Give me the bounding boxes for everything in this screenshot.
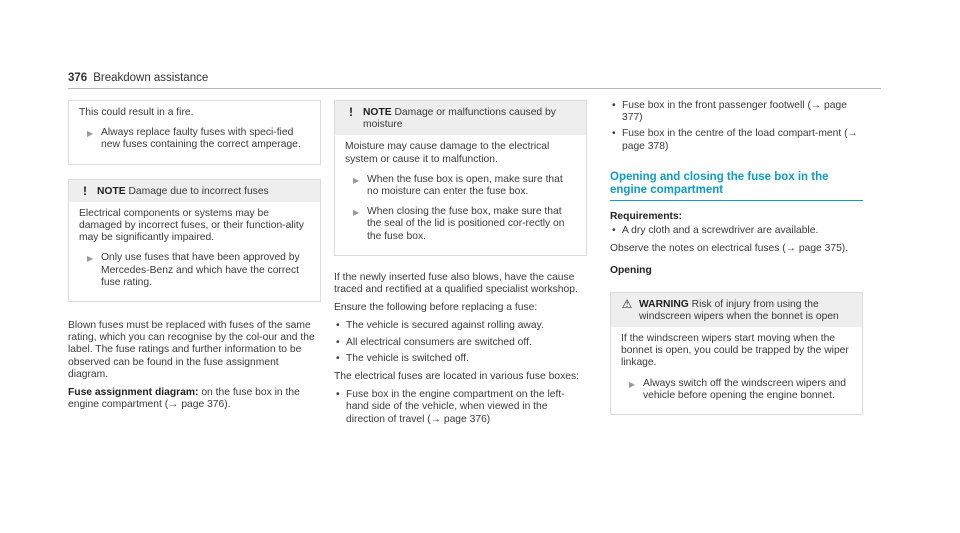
paragraph: Observe the notes on electrical fuses (→ page 375). [610,243,849,255]
triangle-bullet-icon: ▶ [629,379,636,389]
paragraph: Fuse assignment diagram: on the fuse box in the engine compartment (→ page 376). [68,387,300,411]
paragraph: Blown fuses must be replaced with fuses of the same rating, which you can recognise by the col-our and the label. The fuse ratings and further information to be observed can be found in the fuse assignment diagram. [68,320,315,380]
list-item: • A dry cloth and a screwdriver are available. [612,225,819,237]
list-item: • Fuse box in the front passenger footwell (→ page 377) [612,100,847,124]
section-name: Breakdown assistance [93,72,209,84]
triangle-bullet-icon: ▶ [87,254,94,264]
fuse-box-list [334,389,587,426]
triangle-bullet-icon: ▶ [87,129,94,139]
warning-continuation-box [68,100,321,165]
page-number: 376 [68,72,88,84]
column-1 [68,100,321,417]
step-item: ▶ Always switch off the windscreen wipers and vehicle before opening the engine bonnet. [629,377,846,401]
triangle-bullet-icon: ▶ [353,175,360,185]
list-item: • Fuse box in the engine compartment on the left-hand side of the vehicle, when viewed in the direction of travel (→ page 376) [336,389,565,425]
paragraph: The electrical fuses are located in various fuse boxes: [334,371,579,383]
page-header [68,72,208,84]
list-item: • Fuse box in the centre of the load compart-ment (→ page 378) [612,128,858,152]
box-text: This could result in a fire. [79,107,194,118]
step-item: ▶ Only use fuses that have been approved by Mercedes-Benz and which have the correct fuse rating. [87,252,300,288]
header-rule [68,88,881,89]
note-text: Electrical components or systems may be damaged by incorrect fuses, or their function-ality may be significantly impaired. [79,207,304,244]
note-box-incorrect-fuses: ! NOTE Damage due to incorrect fuses Electrical components or systems may be damaged by incorrect fuses, or their function-ality may be significantly impaired. ▶ Only use fuses that have been approved by Mercedes-Benz and which have the correct fuse rating. [68,179,321,302]
step-item: ▶ When closing the fuse box, make sure that the seal of the lid is positioned cor-rectly on the fuse box. [353,206,565,242]
paragraph: If the newly inserted fuse also blows, have the cause traced and rectified at a qualified specialist workshop. [334,271,578,296]
note-box-moisture: ! NOTE Damage or malfunctions caused by moisture Moisture may cause damage to the electrical system or cause it to malfunction. ▶ When the fuse box is open, make sure that no moisture can enter the fuse box. ▶ When closing the fuse box, make sure that the seal of the lid is positioned cor-rectly on the fuse box. [334,100,587,256]
opening-label: Opening [610,265,652,277]
note-text: Moisture may cause damage to the electrical system or cause it to malfunction. [345,141,550,165]
column-3 [610,100,863,429]
column-2 [334,100,587,432]
list-item: • All electrical consumers are switched off. [336,336,532,348]
warning-text: If the windscreen wipers start moving when the bonnet is open, you could be trapped by the wiper linkage. [621,333,849,369]
warning-triangle-icon: ⚠ [621,296,633,311]
step-item: ▶ Always replace faulty fuses with speci-fied new fuses containing the correct amperage. [87,127,301,151]
fuse-box-list [610,100,863,153]
step-item: ▶ When the fuse box is open, make sure that no moisture can enter the fuse box. [353,173,563,198]
list-item: • The vehicle is switched off. [336,352,469,364]
section-heading: Opening and closing the fuse box in the engine compartment [610,171,863,201]
requirements-label: Requirements: [610,210,683,222]
list-item: • The vehicle is secured against rolling away. [336,320,544,332]
exclamation-icon: ! [83,183,87,198]
paragraph: Ensure the following before replacing a fuse: [334,302,538,314]
requirements-list [610,225,863,237]
checklist [334,320,587,365]
warning-box: ⚠ WARNING Risk of injury from using the windscreen wipers when the bonnet is open If the windscreen wipers start moving when the bonnet is open, you could be trapped by the wiper linkage. ▶ Always switch off the windscreen wipers and vehicle before opening the engine bonnet. [610,292,863,415]
exclamation-icon: ! [349,105,353,119]
triangle-bullet-icon: ▶ [353,208,360,218]
